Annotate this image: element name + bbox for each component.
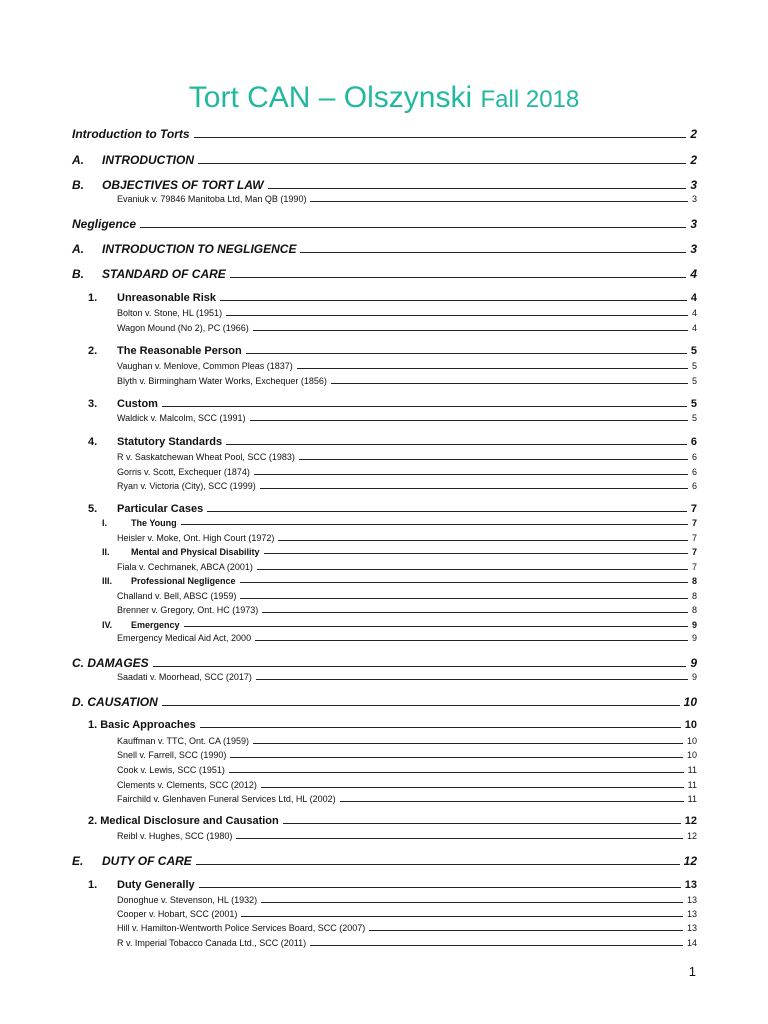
toc-entry[interactable]	[117, 308, 697, 318]
toc-entry[interactable]	[117, 923, 697, 933]
toc-entry[interactable]	[88, 815, 697, 827]
toc-entry[interactable]	[88, 398, 697, 410]
toc-entry-page: 5	[690, 345, 697, 357]
toc-leader-line	[268, 188, 687, 189]
toc-entry-label: STANDARD OF CARE	[102, 267, 226, 281]
toc-leader-line	[253, 743, 683, 744]
toc-entry-prefix: 4.	[88, 436, 98, 448]
toc-entry-label: Professional Negligence	[131, 576, 236, 586]
toc-entry-prefix: B.	[72, 267, 84, 281]
toc-entry[interactable]	[72, 656, 697, 670]
toc-leader-line	[264, 553, 688, 554]
toc-entry-label: The Reasonable Person	[117, 345, 242, 357]
toc-entry-label: Waldick v. Malcolm, SCC (1991)	[117, 413, 246, 423]
toc-entry[interactable]	[88, 345, 697, 357]
toc-entry-prefix: I.	[102, 518, 108, 528]
toc-entry-page: 9	[690, 656, 697, 670]
toc-entry-label: Emergency Medical Aid Act, 2000	[117, 633, 252, 643]
toc-entry-page: 7	[691, 518, 697, 528]
toc-entry-page: 13	[686, 895, 697, 905]
toc-entry[interactable]	[117, 481, 697, 491]
toc-entry-label: Blyth v. Birmingham Water Works, Exchequer (1856)	[117, 376, 327, 386]
toc-entry-label: The Young	[131, 518, 177, 528]
toc-leader-line	[181, 524, 688, 525]
toc-entry-page: 9	[691, 672, 697, 682]
toc-leader-line	[236, 838, 683, 839]
toc-entry-prefix: 5.	[88, 503, 98, 515]
toc-leader-line	[153, 666, 687, 667]
toc-entry-page: 4	[690, 292, 697, 304]
toc-entry-page: 10	[686, 736, 697, 746]
toc-leader-line	[220, 300, 687, 301]
toc-entry[interactable]	[117, 413, 697, 423]
toc-entry[interactable]	[88, 292, 697, 304]
toc-entry-label: Mental and Physical Disability	[131, 547, 260, 557]
toc-entry-label: Brenner v. Gregory, Ont. HC (1973)	[117, 605, 259, 615]
toc-entry-page: 13	[686, 923, 697, 933]
toc-entry-page: 11	[687, 794, 697, 804]
toc-entry-page: 10	[684, 719, 697, 731]
page-number: 1	[688, 964, 696, 979]
toc-entry-page: 3	[690, 178, 697, 192]
toc-entry-page: 8	[691, 576, 697, 586]
toc-entry[interactable]	[117, 750, 697, 760]
toc-entry-label: C. DAMAGES	[72, 656, 149, 670]
toc-entry-prefix: E.	[72, 854, 84, 868]
toc-entry[interactable]	[117, 736, 697, 746]
title-sub: Fall 2018	[480, 86, 580, 113]
toc-entry-prefix: 3.	[88, 398, 98, 410]
toc-entry-label: Vaughan v. Menlove, Common Pleas (1837)	[117, 361, 293, 371]
toc-entry[interactable]	[117, 194, 697, 204]
toc-entry-page: 2	[690, 153, 697, 167]
toc-entry-page: 10	[686, 750, 697, 760]
toc-entry-label: OBJECTIVES OF TORT LAW	[102, 178, 264, 192]
toc-entry[interactable]	[72, 242, 697, 256]
toc-leader-line	[297, 368, 688, 369]
toc-entry[interactable]	[117, 909, 697, 919]
toc-entry-label: DUTY OF CARE	[102, 854, 192, 868]
toc-entry-prefix: III.	[102, 576, 113, 586]
toc-entry-prefix: 2.	[88, 345, 98, 357]
toc-leader-line	[261, 902, 683, 903]
toc-entry-page: 11	[687, 780, 697, 790]
toc-entry-label: R v. Imperial Tobacco Canada Ltd., SCC (2011)	[117, 938, 307, 948]
toc-entry-label: R v. Saskatchewan Wheat Pool, SCC (1983)	[117, 452, 295, 462]
toc-entry-label: Duty Generally	[117, 879, 195, 891]
toc-entry-label: Gorris v. Scott, Exchequer (1874)	[117, 467, 250, 477]
toc-leader-line	[283, 823, 681, 824]
toc-entry-page: 9	[691, 620, 697, 630]
toc-entry[interactable]	[72, 695, 697, 709]
toc-entry-label: Custom	[117, 398, 158, 410]
toc-leader-line	[241, 916, 683, 917]
toc-entry-label: Emergency	[131, 620, 180, 630]
toc-entry-label: Negligence	[72, 217, 137, 231]
toc-entry-page: 7	[690, 503, 697, 515]
toc-entry-prefix: 1.	[88, 292, 98, 304]
toc-entry-page: 3	[691, 194, 697, 204]
toc-entry-label: Statutory Standards	[117, 436, 223, 448]
toc-entry-label: Wagon Mound (No 2), PC (1966)	[117, 323, 249, 333]
toc-entry-page: 9	[691, 633, 697, 643]
toc-entry-label: Reibl v. Hughes, SCC (1980)	[117, 831, 233, 841]
toc-entry-label: Challand v. Bell, ABSC (1959)	[117, 591, 237, 601]
toc-leader-line	[253, 330, 688, 331]
toc-leader-line	[196, 864, 680, 865]
toc-entry-page: 6	[691, 467, 697, 477]
toc-entry-label: Introduction to Torts	[72, 127, 190, 141]
toc-entry-label: Cooper v. Hobart, SCC (2001)	[117, 909, 238, 919]
toc-entry-label: INTRODUCTION TO NEGLIGENCE	[102, 242, 297, 256]
toc-entry-label: Evaniuk v. 79846 Manitoba Ltd, Man QB (1990)	[117, 194, 307, 204]
toc-leader-line	[200, 727, 681, 728]
toc-entry-label: INTRODUCTION	[102, 153, 194, 167]
toc-leader-line	[260, 488, 688, 489]
toc-entry-page: 6	[691, 452, 697, 462]
toc-entry-page: 13	[684, 879, 697, 891]
toc-leader-line	[310, 945, 683, 946]
toc-entry-label: Bolton v. Stone, HL (1951)	[117, 308, 223, 318]
toc-entry-page: 7	[691, 533, 697, 543]
toc-entry-page: 3	[690, 242, 697, 256]
toc-entry[interactable]	[102, 547, 697, 557]
toc-entry[interactable]	[102, 620, 697, 630]
toc-leader-line	[226, 444, 687, 445]
toc-entry[interactable]	[117, 376, 697, 386]
toc-leader-line	[310, 201, 688, 202]
toc-entry-label: Donoghue v. Stevenson, HL (1932)	[117, 895, 258, 905]
toc-entry[interactable]	[72, 178, 697, 192]
toc-leader-line	[246, 353, 687, 354]
toc-entry-page: 4	[690, 267, 697, 281]
toc-entry-page: 8	[691, 591, 697, 601]
toc-entry-label: Kauffman v. TTC, Ont. CA (1959)	[117, 736, 250, 746]
toc-leader-line	[299, 459, 688, 460]
toc-entry-label: Particular Cases	[117, 503, 204, 515]
document-title	[0, 80, 768, 118]
toc-entry[interactable]	[88, 879, 697, 891]
toc-leader-line	[262, 612, 688, 613]
toc-leader-line	[369, 930, 683, 931]
toc-entry[interactable]	[102, 576, 697, 586]
toc-leader-line	[162, 705, 680, 706]
toc-leader-line	[250, 420, 688, 421]
toc-entry[interactable]	[117, 938, 697, 948]
toc-leader-line	[230, 757, 683, 758]
toc-entry-page: 11	[687, 765, 697, 775]
toc-entry-label: Fairchild v. Glenhaven Funeral Services Ltd, HL (2002)	[117, 794, 336, 804]
toc-entry-page: 10	[683, 695, 697, 709]
toc-leader-line	[254, 474, 688, 475]
toc-entry-page: 8	[691, 605, 697, 615]
toc-entry-page: 12	[683, 854, 697, 868]
toc-entry[interactable]	[117, 323, 697, 333]
toc-entry-page: 5	[690, 398, 697, 410]
toc-entry-page: 12	[684, 815, 697, 827]
toc-entry-label: 1. Basic Approaches	[88, 719, 196, 731]
toc-leader-line	[240, 582, 688, 583]
toc-entry-label: Unreasonable Risk	[117, 292, 217, 304]
title-main: Tort CAN – Olszynski	[188, 81, 473, 114]
toc-entry-label: Fiala v. Cechmanek, ABCA (2001)	[117, 562, 253, 572]
toc-leader-line	[230, 277, 687, 278]
toc-entry-page: 5	[691, 413, 697, 423]
toc-leader-line	[261, 787, 684, 788]
toc-entry[interactable]	[102, 518, 697, 528]
toc-leader-line	[226, 315, 688, 316]
toc-entry[interactable]	[117, 780, 697, 790]
toc-entry[interactable]	[117, 361, 697, 371]
toc-entry-label: Cook v. Lewis, SCC (1951)	[117, 765, 225, 775]
toc-entry-label: Ryan v. Victoria (City), SCC (1999)	[117, 481, 256, 491]
toc-entry[interactable]	[88, 436, 697, 448]
toc-entry[interactable]	[88, 503, 697, 515]
toc-entry[interactable]	[117, 533, 697, 543]
toc-entry[interactable]	[117, 562, 697, 572]
toc-entry-page: 7	[691, 562, 697, 572]
toc-entry[interactable]	[117, 672, 697, 682]
toc-leader-line	[162, 406, 687, 407]
toc-entry-label: Saadati v. Moorhead, SCC (2017)	[117, 672, 252, 682]
toc-entry-page: 6	[690, 436, 697, 448]
toc-entry-prefix: II.	[102, 547, 110, 557]
toc-entry[interactable]	[117, 895, 697, 905]
toc-leader-line	[199, 887, 681, 888]
toc-entry-prefix: IV.	[102, 620, 113, 630]
toc-entry-label: D. CAUSATION	[72, 695, 158, 709]
toc-entry[interactable]	[117, 831, 697, 841]
toc-leader-line	[194, 137, 687, 138]
toc-entry[interactable]	[117, 794, 697, 804]
toc-leader-line	[331, 383, 688, 384]
toc-entry[interactable]	[72, 127, 697, 141]
toc-entry-page: 5	[691, 361, 697, 371]
toc-entry[interactable]	[72, 217, 697, 231]
toc-entry[interactable]	[117, 591, 697, 601]
toc-entry[interactable]	[117, 467, 697, 477]
toc-entry-label: Hill v. Hamilton-Wentworth Police Services Board, SCC (2007)	[117, 923, 366, 933]
toc-entry-page: 4	[691, 308, 697, 318]
toc-entry-page: 14	[686, 938, 697, 948]
toc-entry-label: Snell v. Farrell, SCC (1990)	[117, 750, 227, 760]
toc-leader-line	[240, 598, 688, 599]
toc-entry-label: Clements v. Clements, SCC (2012)	[117, 780, 257, 790]
toc-entry[interactable]	[88, 719, 697, 731]
toc-entry-page: 5	[691, 376, 697, 386]
toc-leader-line	[257, 569, 688, 570]
toc-entry[interactable]	[117, 605, 697, 615]
toc-entry-prefix: A.	[72, 153, 84, 167]
toc-entry[interactable]	[72, 854, 697, 868]
toc-leader-line	[256, 679, 688, 680]
toc-entry-page: 12	[686, 831, 697, 841]
toc-leader-line	[184, 626, 688, 627]
toc-leader-line	[229, 772, 684, 773]
toc-entry-prefix: B.	[72, 178, 84, 192]
toc-entry[interactable]	[117, 765, 697, 775]
toc-leader-line	[198, 163, 686, 164]
toc-entry[interactable]	[117, 633, 697, 643]
toc-leader-line	[300, 252, 686, 253]
toc-leader-line	[340, 801, 684, 802]
toc-entry[interactable]	[72, 153, 697, 167]
toc-entry-page: 7	[691, 547, 697, 557]
toc-entry-page: 13	[686, 909, 697, 919]
toc-entry[interactable]	[72, 267, 697, 281]
toc-entry-page: 3	[690, 217, 697, 231]
toc-entry-label: 2. Medical Disclosure and Causation	[88, 815, 279, 827]
toc-entry-page: 6	[691, 481, 697, 491]
toc-leader-line	[278, 540, 688, 541]
toc-entry-prefix: A.	[72, 242, 84, 256]
toc-entry[interactable]	[117, 452, 697, 462]
toc-entry-prefix: 1.	[88, 879, 98, 891]
toc-entry-page: 4	[691, 323, 697, 333]
toc-leader-line	[207, 511, 687, 512]
toc-leader-line	[255, 640, 688, 641]
toc-entry-label: Heisler v. Moke, Ont. High Court (1972)	[117, 533, 275, 543]
toc-leader-line	[140, 227, 686, 228]
toc-entry-page: 2	[690, 127, 697, 141]
